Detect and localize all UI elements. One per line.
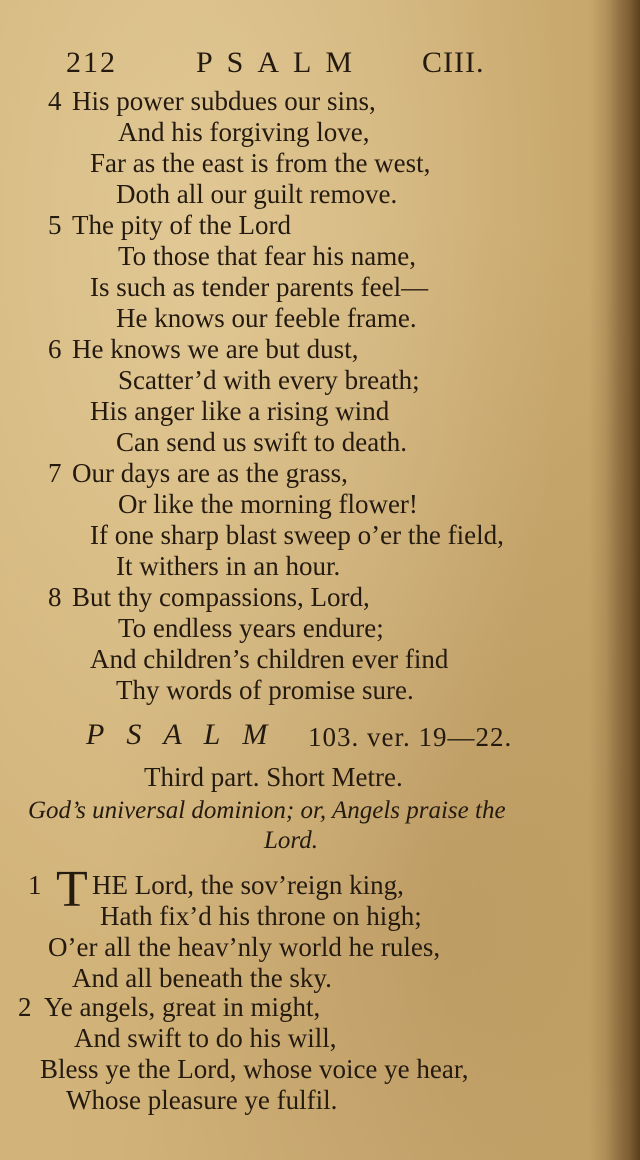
verse-line: Or like the morning flower! — [118, 489, 418, 519]
stanza-number: 8 — [48, 582, 62, 612]
stanza-5 — [48, 210, 518, 334]
verse-line: Hath fix’d his throne on high; — [100, 901, 422, 931]
stanza-number: 5 — [48, 210, 62, 240]
stanza-4 — [48, 86, 518, 210]
subtitle-line: Lord. — [264, 827, 318, 854]
drop-cap: T — [56, 861, 88, 918]
part-and-metre: Third part. Short Metre. — [144, 762, 403, 792]
verse-line: And his forgiving love, — [118, 117, 370, 147]
verse-line: Bless ye the Lord, whose voice ye hear, — [40, 1054, 469, 1084]
stanza-8 — [48, 582, 518, 706]
verse-line: But thy compassions, Lord, — [72, 582, 370, 612]
stanza-number: 4 — [48, 86, 62, 116]
stanza-6 — [48, 334, 518, 458]
verse-line: O’er all the heav’nly world he rules, — [48, 932, 441, 962]
verse-line: HE Lord, the sov’reign king, — [92, 870, 404, 900]
verse-line: He knows we are but dust, — [72, 334, 359, 364]
running-head — [66, 46, 506, 86]
stanza-7 — [48, 458, 518, 582]
stanza-number: 6 — [48, 334, 62, 364]
stanza-1 — [28, 861, 498, 994]
subtitle-line: God’s universal dominion; or, Angels praise the — [28, 797, 506, 824]
verse-line: To those that fear his name, — [118, 241, 417, 271]
verse-line: To endless years endure; — [118, 613, 384, 643]
verse-line: Can send us swift to death. — [116, 427, 407, 457]
psalm-subtitle — [28, 796, 588, 856]
verse-line: His anger like a rising wind — [90, 396, 390, 426]
spine-shadow — [606, 0, 640, 1160]
psalm-heading — [86, 718, 536, 754]
psalm-number: CIII. — [422, 46, 485, 79]
verse-line: He knows our feeble frame. — [116, 303, 417, 333]
verse-line: Whose pleasure ye fulfil. — [66, 1085, 338, 1115]
verse-line: Ye angels, great in might, — [44, 992, 321, 1022]
page-number: 212 — [66, 46, 117, 79]
stanza-2 — [18, 992, 488, 1116]
verse-line: His power subdues our sins, — [72, 86, 376, 116]
verse-line: Is such as tender parents feel— — [90, 272, 429, 302]
stanza-number: 7 — [48, 458, 62, 488]
verse-line: It withers in an hour. — [116, 551, 341, 581]
verse-line: Doth all our guilt remove. — [116, 179, 398, 209]
psalm-reference: 103. ver. 19—22. — [308, 722, 513, 752]
verse-line: If one sharp blast sweep o’er the field, — [90, 520, 504, 550]
verse-line: Far as the east is from the west, — [90, 148, 431, 178]
verse-line: And children’s children ever find — [90, 644, 449, 674]
running-title: PSALM — [196, 46, 367, 79]
stanza-number: 2 — [18, 992, 32, 1022]
psalm-title: PSALM — [86, 718, 290, 751]
verse-line: Scatter’d with every breath; — [118, 365, 420, 395]
verse-line: And all beneath the sky. — [72, 963, 332, 993]
verse-line: The pity of the Lord — [72, 210, 291, 240]
verse-line: Thy words of promise sure. — [116, 675, 414, 705]
verse-line: And swift to do his will, — [74, 1023, 337, 1053]
stanza-number: 1 — [28, 870, 42, 900]
verse-line: Our days are as the grass, — [72, 458, 348, 488]
